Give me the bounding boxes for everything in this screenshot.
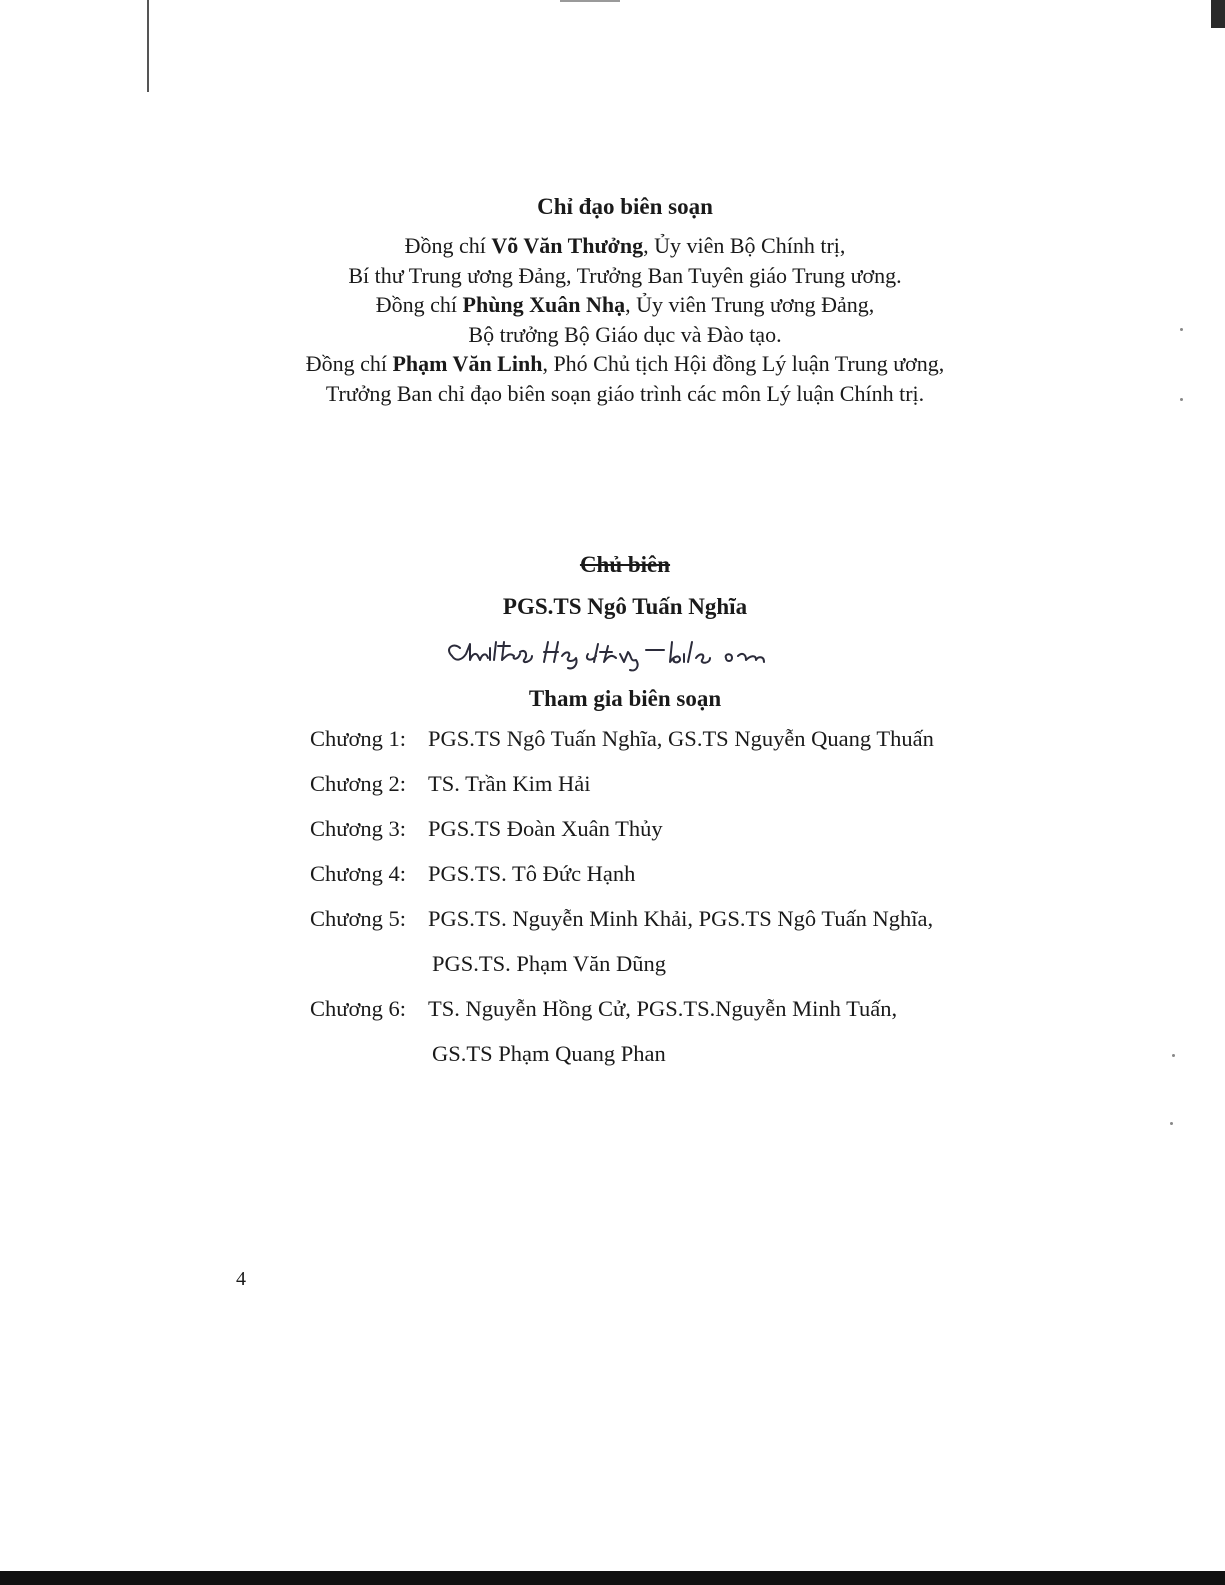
scan-speck: [1170, 1122, 1173, 1125]
chapter-authors: PGS.TS Ngô Tuấn Nghĩa, GS.TS Nguyễn Quang Thuấn: [428, 726, 934, 751]
scan-speck: [1180, 328, 1183, 331]
scan-bottom-edge: [0, 1571, 1225, 1585]
editor-section: [150, 548, 1100, 624]
direction-line: Đồng chí Phạm Văn Linh, Phó Chủ tịch Hội đồng Lý luận Trung ương,: [305, 351, 945, 376]
scan-speck: [1180, 398, 1183, 401]
editor-title: Chủ biên: [579, 552, 671, 577]
contributors-section: [150, 682, 1100, 716]
scan-corner-mark: [1211, 0, 1225, 28]
chapter-authors: PGS.TS Đoàn Xuân Thủy: [428, 816, 663, 841]
direction-line: Trưởng Ban chỉ đạo biên soạn giáo trình các môn Lý luận Chính trị.: [325, 380, 925, 406]
scan-speck: [1172, 1054, 1175, 1057]
direction-line: Bộ trưởng Bộ Giáo dục và Đào tạo.: [468, 321, 782, 347]
direction-title: Chỉ đạo biên soạn: [537, 194, 713, 219]
list-item: [310, 859, 1070, 889]
chapter-authors: PGS.TS. Nguyễn Minh Khải, PGS.TS Ngô Tuấn Nghĩa,: [428, 906, 934, 931]
direction-line: Bí thư Trung ương Đảng, Trưởng Ban Tuyên giáo Trung ương.: [348, 262, 902, 288]
handwritten-annotation: [440, 634, 770, 676]
list-item: [310, 814, 1070, 844]
list-item: [310, 904, 1070, 979]
chapter-authors: TS. Trần Kim Hải: [428, 771, 591, 796]
chapter-authors-continued: GS.TS Phạm Quang Phan: [432, 1041, 666, 1066]
list-item: [310, 994, 1070, 1069]
chapter-authors: TS. Nguyễn Hồng Cử, PGS.TS.Nguyễn Minh Tuấn,: [428, 996, 898, 1021]
chapter-authors-continued: PGS.TS. Phạm Văn Dũng: [432, 951, 666, 976]
direction-section: [150, 190, 1100, 408]
chapter-label: Chương 6:: [310, 996, 406, 1021]
list-item: [310, 724, 1070, 754]
direction-line: Đồng chí Phùng Xuân Nhạ, Ủy viên Trung ương Đảng,: [375, 292, 875, 317]
chapter-label: Chương 5:: [310, 906, 406, 931]
chapter-label: Chương 3:: [310, 816, 406, 841]
chapter-label: Chương 4:: [310, 861, 406, 886]
chapter-label: Chương 1:: [310, 726, 406, 751]
chapter-label: Chương 2:: [310, 771, 406, 796]
direction-line: Đồng chí Võ Văn Thưởng, Ủy viên Bộ Chính trị,: [404, 233, 846, 258]
scan-edge-mark: [147, 0, 149, 92]
page-number: 4: [236, 1268, 246, 1290]
chapter-list: [310, 724, 1070, 1084]
chapter-authors: PGS.TS. Tô Đức Hạnh: [428, 861, 636, 886]
scan-top-mark: [560, 0, 620, 2]
contributors-title: Tham gia biên soạn: [528, 686, 722, 711]
list-item: [310, 769, 1070, 799]
editor-name: PGS.TS Ngô Tuấn Nghĩa: [502, 594, 748, 619]
